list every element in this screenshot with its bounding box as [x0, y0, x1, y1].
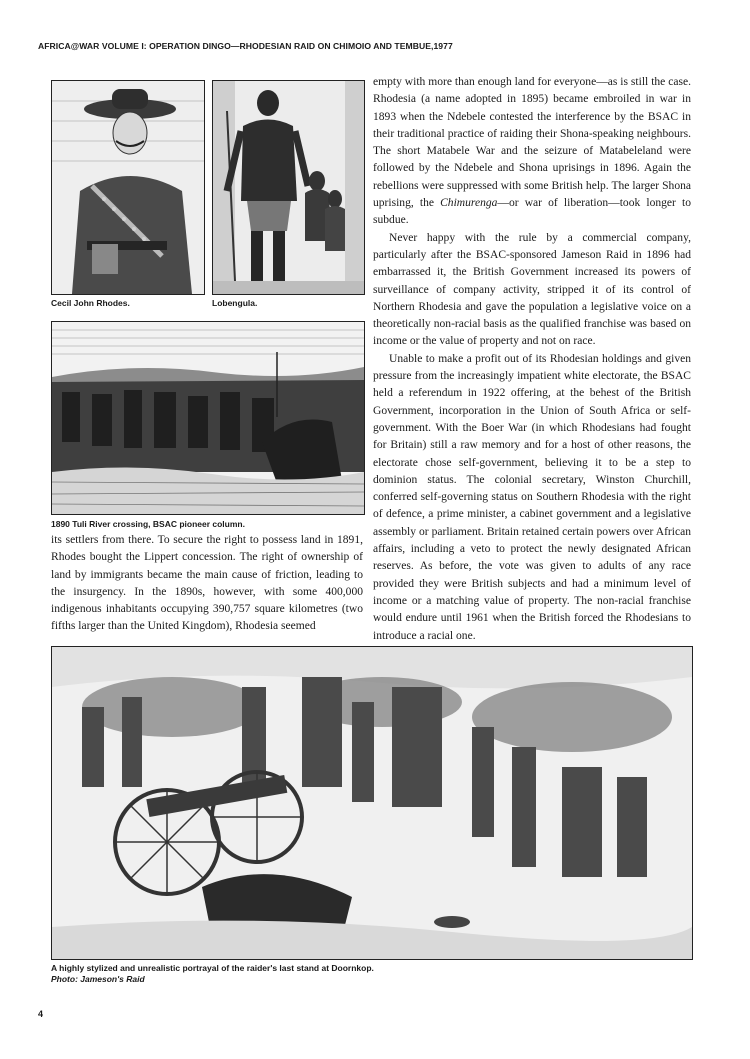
- doornkop-caption-text: A highly stylized and unrealistic portrayal of the raider's last stand at Doornkop.: [51, 963, 374, 973]
- rhodes-portrait-image: [51, 80, 205, 295]
- doornkop-last-stand-image: [51, 646, 693, 960]
- right-column-text: [373, 74, 691, 645]
- lobengula-caption: Lobengula.: [212, 298, 258, 308]
- right-paragraph-2: Never happy with the rule by a commercial company, particularly after the BSAC-sponsored Jameson Raid in 1896 had embarrassed it, the British Government increased its powers of surveillance of company activity, stripped it of its control of Northern Rhodesia and gave the population a legislative voice on a theoretically non-racial basis as the qualified franchise was based on income or the value of property and not on race.: [373, 231, 691, 348]
- right-paragraph-1: empty with more than enough land for everyone—as is still the case. Rhodesia (a name adopted in 1895) became embroiled in war in 1893 when the Ndebele contested the interference by the BSAC in their traditional practice of raiding their Shona-speaking neighbours. The short Matabele War and the seizure of Matabeleland were followed by the Ndebele and Shona uprisings in 1896. Again the rebellions were suppressed with some British help. The larger Shona uprising, the Chimurenga—or war of liberation—took longer to subdue.: [373, 76, 691, 227]
- left-paragraph-1: its settlers from there. To secure the right to possess land in 1891, Rhodes bought the Lippert concession. The right of ownership of land by immigrants became the main cause of friction, leading to the insurgency. In the 1890s, however, with some 400,000 indigenous inhabitants occupying 390,757 square kilometres (two fifths larger than the United Kingdom), Rhodesia seemed: [51, 534, 363, 633]
- left-column-text: [51, 532, 363, 636]
- lobengula-portrait-image: [212, 80, 365, 295]
- rhodes-caption: Cecil John Rhodes.: [51, 298, 130, 308]
- right-paragraph-3: Unable to make a profit out of its Rhodesian holdings and given pressure from the increasingly impatient white electorate, the BSAC held a referendum in 1922 offering, at the behest of the British Government, incorporation in the Union of South Africa or self-government. With the Boer War (in which Rhodesians had fought for Britain) still a raw memory and for a host of other reasons, the electorate chose self-government, believing it to be a step to dominion status. The colonial secretary, Winston Churchill, conferred self-governing status on Southern Rhodesia with the right of defence, a prime minister, a cabinet government and a legislative assembly or parliament. Britain retained certain powers over African affairs, including a veto to protect the newly designated African reserves. As before, the vote was given to adults of any race provided they were British subjects and had a minimum level of income or a matching value of property. The non-racial franchise would endure until 1961 when the British forced the Rhodesians to introduce a racial one.: [373, 352, 691, 642]
- page-number: 4: [38, 1009, 44, 1019]
- running-header: AFRICA@WAR VOLUME I: OPERATION DINGO—RHODESIAN RAID ON CHIMOIO AND TEMBUE,1977: [38, 41, 453, 51]
- tuli-river-crossing-image: [51, 321, 365, 515]
- doornkop-caption: [51, 963, 374, 985]
- tuli-caption: 1890 Tuli River crossing, BSAC pioneer column.: [51, 519, 245, 529]
- doornkop-photo-credit: Photo: Jameson's Raid: [51, 974, 145, 984]
- chimurenga-term: Chimurenga: [440, 197, 498, 210]
